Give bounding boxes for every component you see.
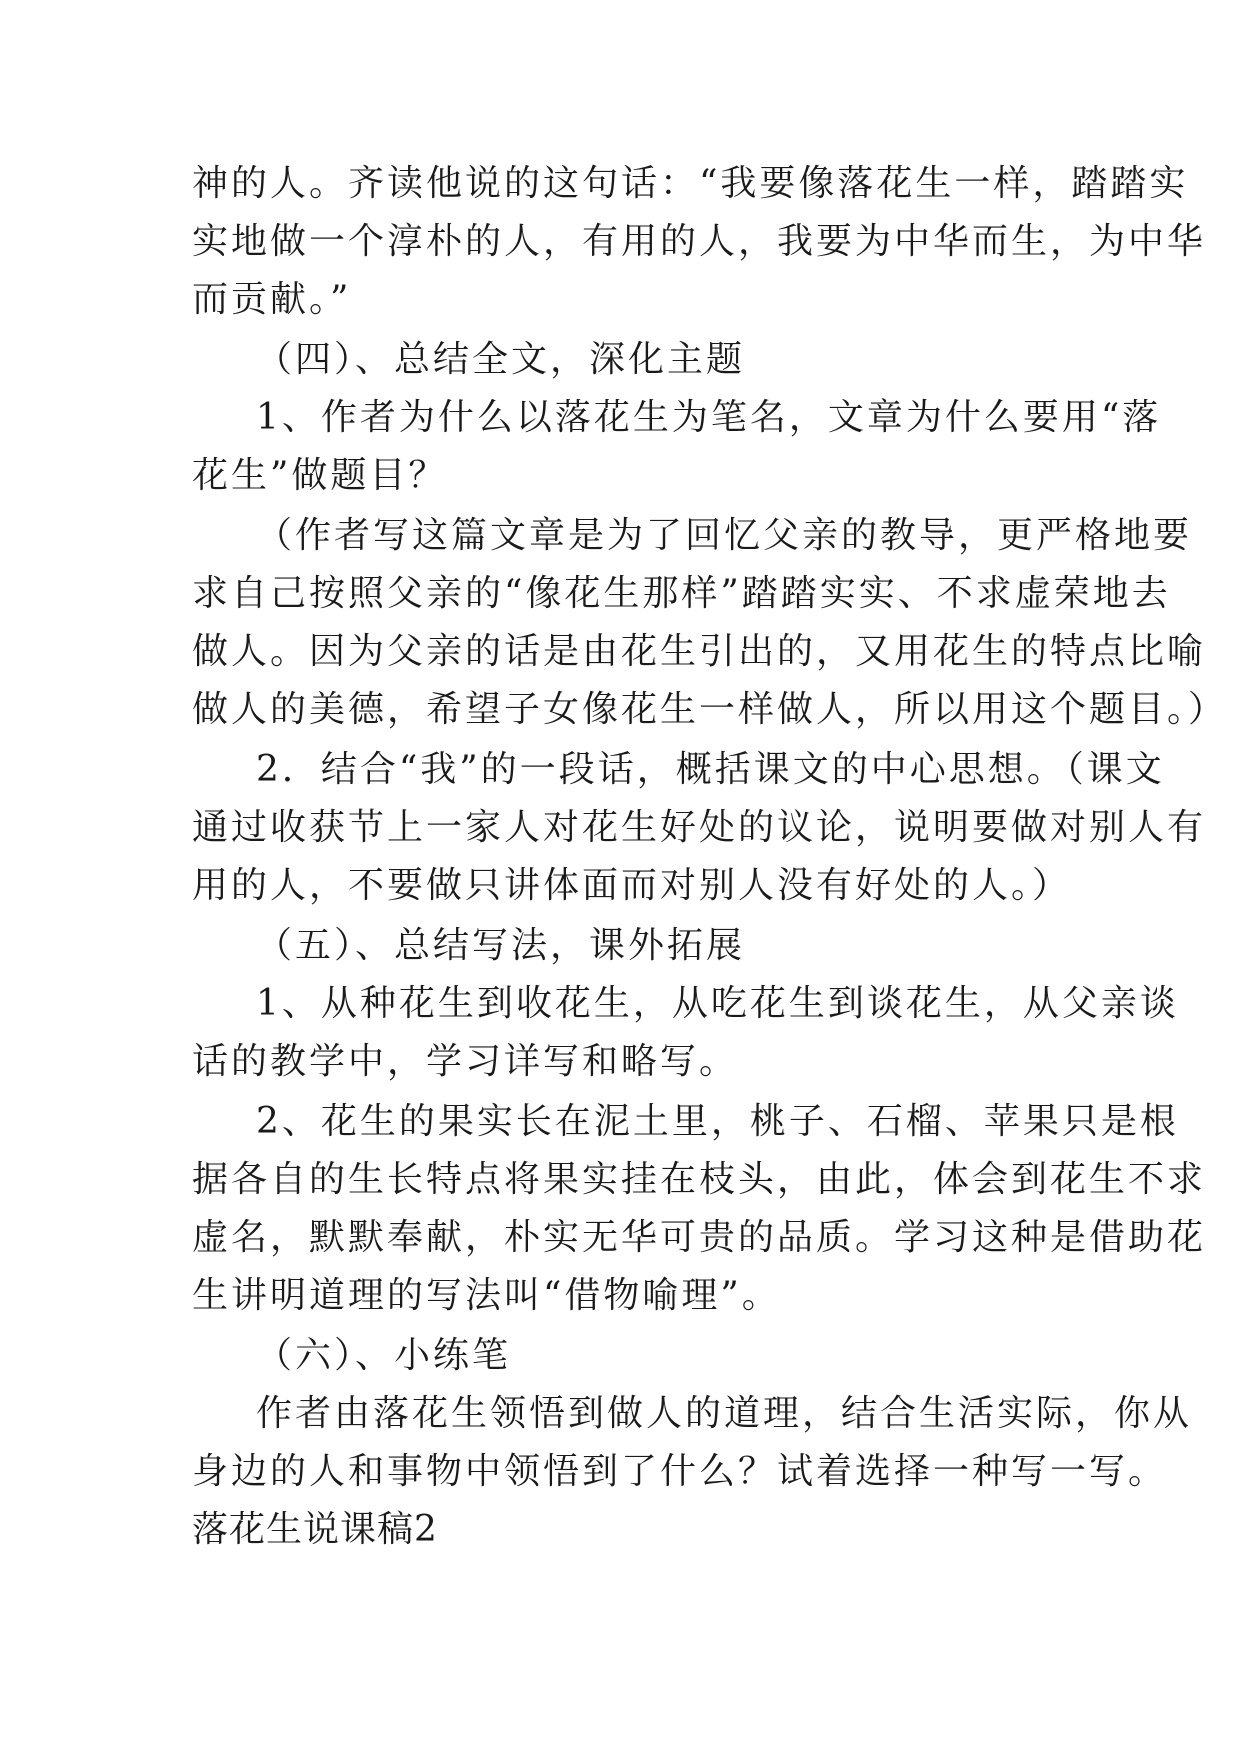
text-line: 通过收获节上一家人对花生好处的议论，说明要做对别人有 <box>192 807 1207 848</box>
text-line: 做人。因为父亲的话是由花生引出的，又用花生的特点比喻 <box>192 631 1207 672</box>
section-heading: （五）、总结写法，课外拓展 <box>256 925 746 966</box>
text-line: 做人的美德，希望子女像花生一样做人，所以用这个题目。） <box>192 689 1228 730</box>
text-line: 而贡献。” <box>192 279 352 320</box>
text-line: （作者写这篇文章是为了回忆父亲的教导，更严格地要 <box>256 515 1193 556</box>
text-line: 据各自的生长特点将果实挂在枝头，由此，体会到花生不求 <box>192 1159 1207 1200</box>
text-line: 1、作者为什么以落花生为笔名，文章为什么要用“落 <box>256 397 1162 438</box>
text-line: 虚名，默默奉献，朴实无华可贵的品质。学习这种是借助花 <box>192 1217 1207 1258</box>
document-title: 落花生说课稿2 <box>192 1509 438 1550</box>
text-line: 实地做一个淳朴的人，有用的人，我要为中华而生，为中华 <box>192 221 1207 262</box>
section-heading: （六）、小练笔 <box>256 1335 512 1376</box>
text-line: 2．结合“我”的一段话，概括课文的中心思想。（课文 <box>256 749 1165 790</box>
text-line: 花生”做题目？ <box>192 455 448 496</box>
text-line: 身边的人和事物中领悟到了什么？试着选择一种写一写。 <box>192 1451 1168 1492</box>
text-line: 求自己按照父亲的“像花生那样”踏踏实实、不求虚荣地去 <box>192 573 1171 614</box>
text-line: 用的人，不要做只讲体面而对别人没有好处的人。） <box>192 865 1072 906</box>
text-line: 作者由落花生领悟到做人的道理，结合生活实际，你从 <box>256 1393 1193 1434</box>
section-heading: （四）、总结全文，深化主题 <box>256 339 746 380</box>
text-line: 话的教学中，学习详写和略写。 <box>192 1041 739 1082</box>
text-line: 神的人。齐读他说的这句话：“我要像落花生一样，踏踏实 <box>192 163 1189 204</box>
text-line: 生讲明道理的写法叫“借物喻理”。 <box>192 1275 781 1316</box>
text-line: 1、从种花生到收花生，从吃花生到谈花生，从父亲谈 <box>256 983 1179 1024</box>
text-line: 2、花生的果实长在泥土里，桃子、石榴、苹果只是根 <box>256 1101 1179 1142</box>
